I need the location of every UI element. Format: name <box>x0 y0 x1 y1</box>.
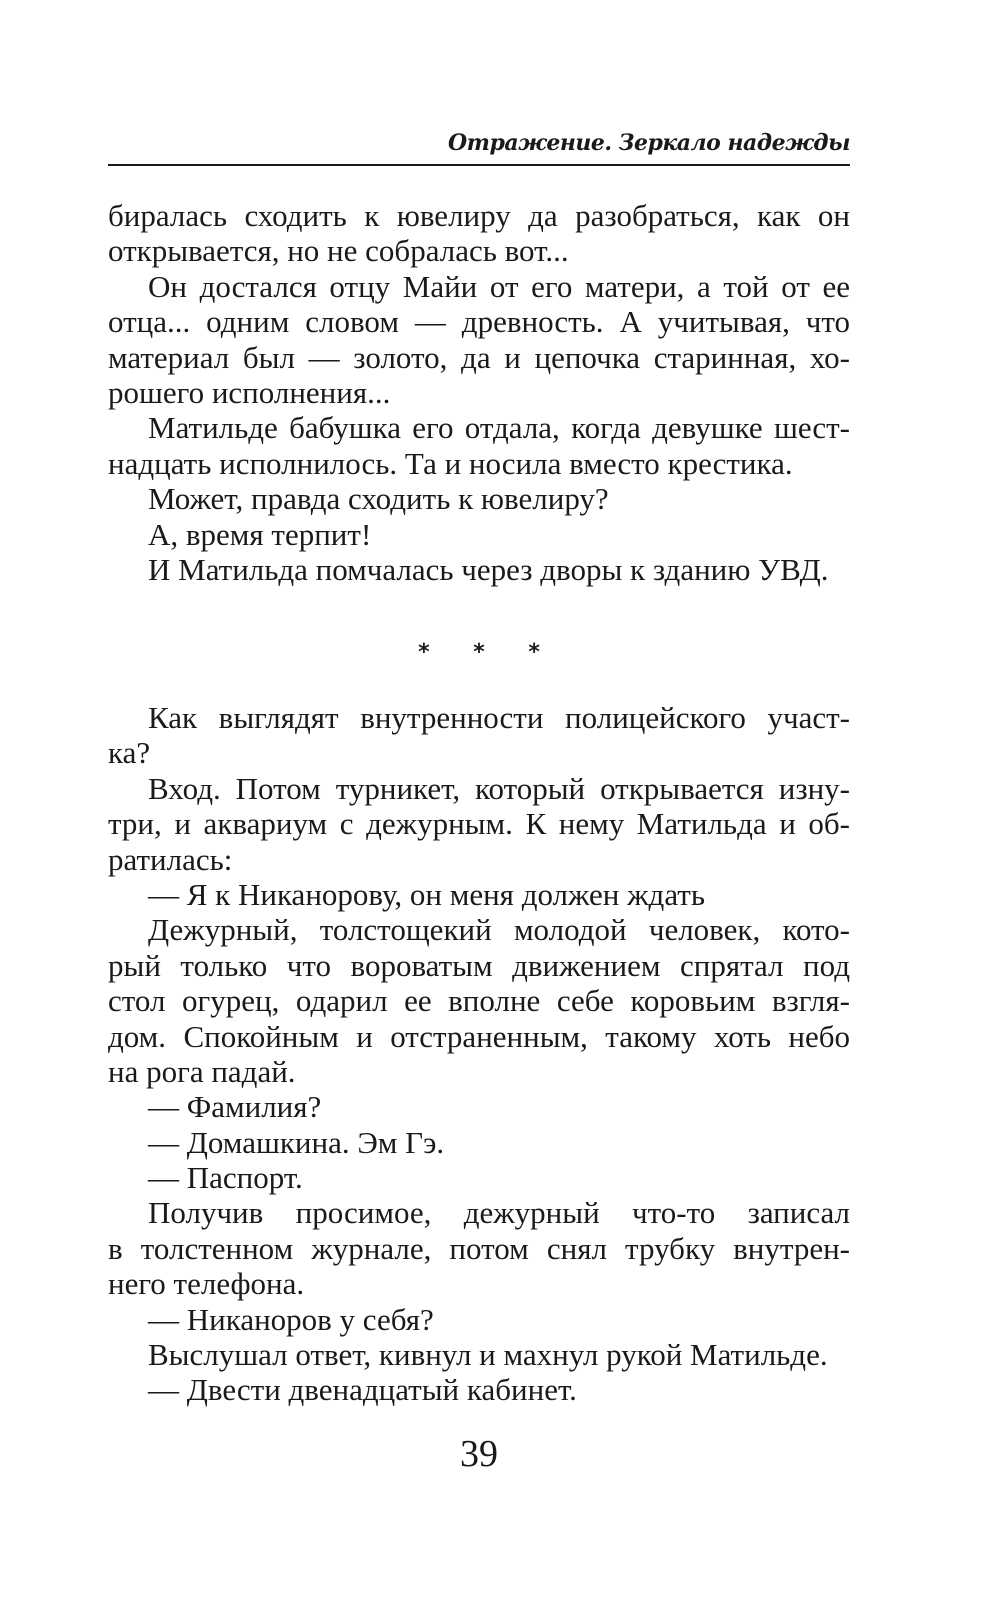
text-line: стол огурец, одарил ее вполне себе коровьим взгля- <box>108 983 850 1019</box>
text-line: на рога падай. <box>108 1053 296 1089</box>
text-line: материал был — золото, да и цепочка старинная, хо- <box>108 339 850 375</box>
text-line: — Фамилия? <box>148 1089 322 1125</box>
text-line: в толстенном журнале, потом снял трубку внутрен- <box>108 1230 850 1266</box>
section-separator: * * * <box>418 640 558 665</box>
text-line: рошего исполнения... <box>108 374 391 410</box>
text-line: рый только что вороватым движением спрятал под <box>108 947 850 983</box>
running-title: Отражение. Зеркало надежды <box>448 130 850 156</box>
text-line: ратилась: <box>108 841 233 877</box>
text-line: Как выглядят внутренности полицейского участ- <box>148 700 850 735</box>
text-line: открывается, но не собралась вот... <box>108 233 569 269</box>
text-line: Выслушал ответ, кивнул и махнул рукой Матильде. <box>148 1337 828 1373</box>
text-line: Вход. Потом турникет, который открывается изну- <box>148 770 850 806</box>
text-line: И Матильда помчалась через дворы к зданию УВД. <box>148 551 829 587</box>
text-line: надцать исполнилось. Та и носила вместо крестика. <box>108 445 793 481</box>
text-section-1 <box>108 198 850 587</box>
text-line: биралась сходить к ювелиру да разобраться, как он <box>108 198 850 233</box>
text-line: — Домашкина. Эм Гэ. <box>148 1124 445 1160</box>
text-line: него телефона. <box>108 1266 305 1302</box>
page-number: 39 <box>460 1433 498 1475</box>
text-line: — Двести двенадцатый кабинет. <box>148 1372 577 1408</box>
header-rule <box>108 164 850 166</box>
text-line: — Я к Никанорову, он меня должен ждать <box>148 876 705 912</box>
text-line: А, время терпит! <box>148 516 372 552</box>
text-line: отца... одним словом — древность. А учитывая, что <box>108 304 850 340</box>
text-section-2 <box>108 700 850 1408</box>
text-line: дом. Спокойным и отстраненным, такому хоть небо <box>108 1018 850 1054</box>
text-line: ка? <box>108 735 151 771</box>
text-line: Может, правда сходить к ювелиру? <box>148 481 609 517</box>
text-line: три, и аквариум с дежурным. К нему Матильда и об- <box>108 806 850 842</box>
text-line: Он достался отцу Майи от его матери, а той от ее <box>148 268 850 304</box>
text-line: — Никаноров у себя? <box>148 1301 434 1337</box>
text-line: Матильде бабушка его отдала, когда девушке шест- <box>148 410 850 446</box>
text-line: Получив просимое, дежурный что-то записал <box>148 1195 850 1231</box>
text-line: — Паспорт. <box>148 1160 303 1196</box>
text-line: Дежурный, толстощекий молодой человек, кото- <box>148 912 850 948</box>
